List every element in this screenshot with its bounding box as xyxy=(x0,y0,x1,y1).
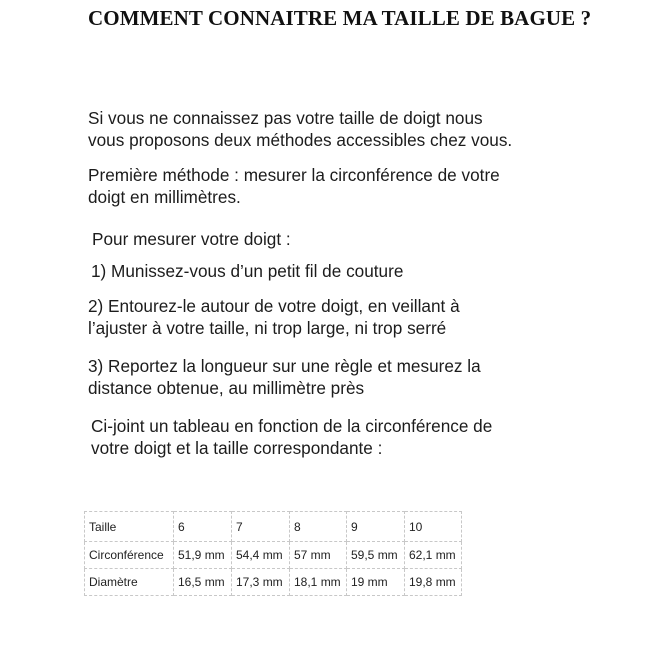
ring-size-table xyxy=(84,511,462,596)
step-3: 3) Reportez la longueur sur une règle et mesurez la distance obtenue, au millimètre près xyxy=(88,356,481,398)
table-cell: Diamètre xyxy=(85,569,174,596)
page-title: COMMENT CONNAITRE MA TAILLE DE BAGUE ? xyxy=(88,6,592,30)
table-cell: Circonférence xyxy=(85,542,174,569)
table-cell: 18,1 mm xyxy=(290,569,347,596)
table-cell: 62,1 mm xyxy=(405,542,462,569)
table-cell: 16,5 mm xyxy=(174,569,232,596)
table-cell: 51,9 mm xyxy=(174,542,232,569)
table-cell: 9 xyxy=(347,512,405,542)
step-2: 2) Entourez-le autour de votre doigt, en veillant à l’ajuster à votre taille, ni trop large, ni trop serré xyxy=(88,296,460,338)
table-cell: 7 xyxy=(232,512,290,542)
table-row-diametre xyxy=(85,569,462,596)
table-cell: 6 xyxy=(174,512,232,542)
intro-paragraph: Si vous ne connaissez pas votre taille de doigt nous vous proposons deux méthodes accessibles chez vous. xyxy=(88,108,513,150)
table-cell: 57 mm xyxy=(290,542,347,569)
table-intro: Ci-joint un tableau en fonction de la circonférence de votre doigt et la taille correspondante : xyxy=(91,416,493,458)
table-cell: 8 xyxy=(290,512,347,542)
table-cell: 19,8 mm xyxy=(405,569,462,596)
table-cell: 17,3 mm xyxy=(232,569,290,596)
table-cell: 10 xyxy=(405,512,462,542)
step-1: 1) Munissez-vous d’un petit fil de couture xyxy=(91,261,404,281)
table-row-taille xyxy=(85,512,462,542)
method-paragraph: Première méthode : mesurer la circonférence de votre doigt en millimètres. xyxy=(88,165,500,207)
table-cell: 54,4 mm xyxy=(232,542,290,569)
table-cell: Taille xyxy=(85,512,174,542)
table-cell: 59,5 mm xyxy=(347,542,405,569)
measure-heading: Pour mesurer votre doigt : xyxy=(92,229,291,249)
table-cell: 19 mm xyxy=(347,569,405,596)
table-row-circonference xyxy=(85,542,462,569)
